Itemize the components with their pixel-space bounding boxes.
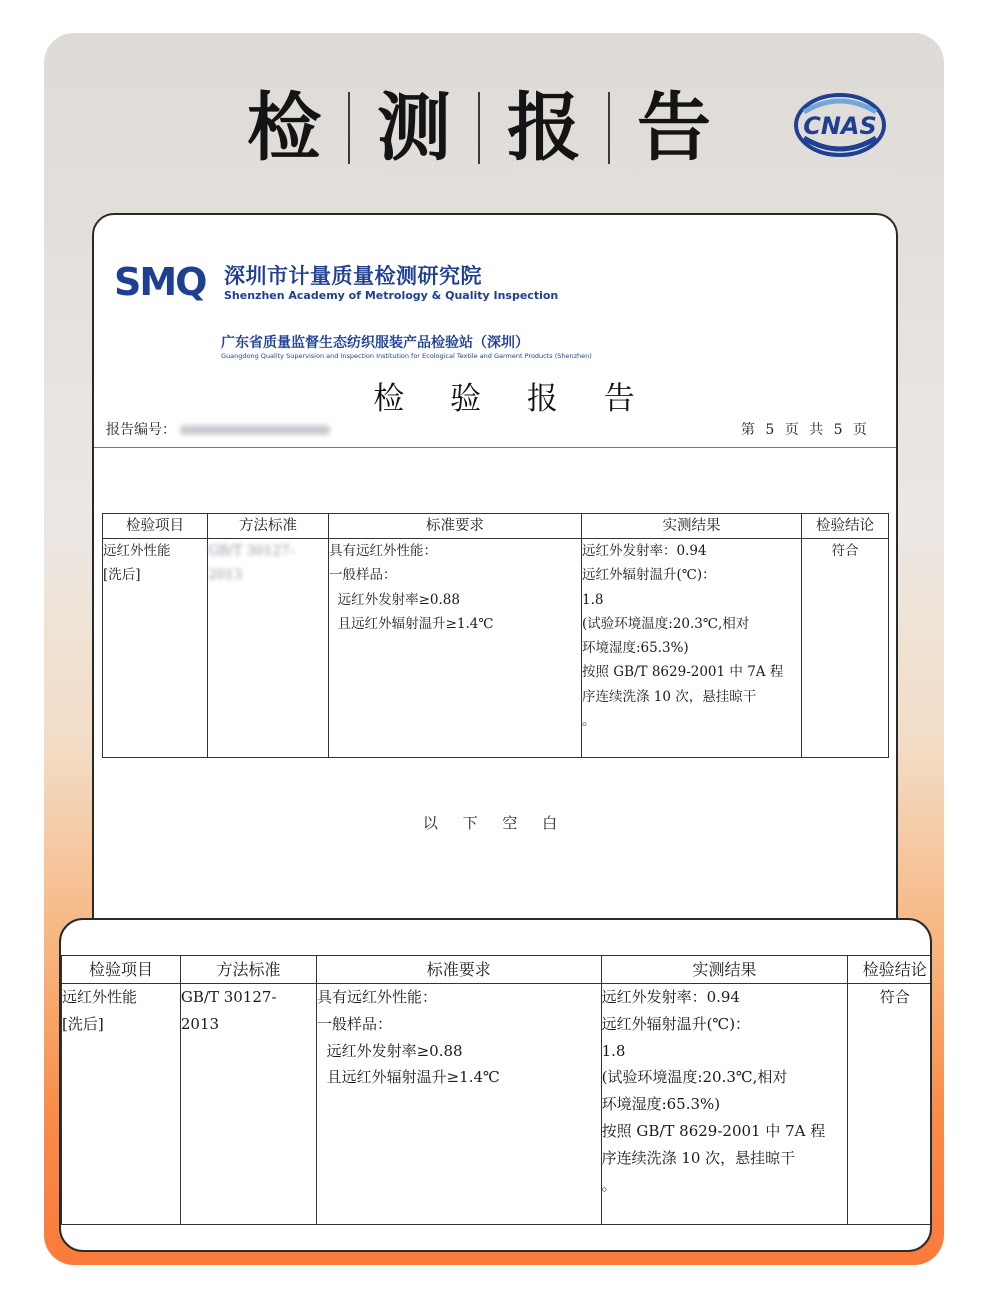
headline-char: 告 — [637, 85, 711, 171]
headline-char: 报 — [507, 85, 581, 171]
table-header: 检验结论 — [802, 514, 889, 539]
station-name-cn: 广东省质量监督生态纺织服装产品检验站（深圳） — [221, 335, 529, 351]
item-cell: 远红外性能 [洗后] — [103, 539, 208, 758]
report-document — [92, 213, 898, 977]
table-header: 实测结果 — [601, 956, 848, 984]
zoomed-result-table — [61, 955, 932, 1225]
result-cell: 远红外发射率：0.94 远红外辐射温升(℃)： 1.8 (试验环境温度:20.3℃,相对 环境湿度:65.3%) 按照 GB/T 8629-2001 中 7A 程 序连续洗涤 10 次，悬挂晾干 。 — [582, 539, 802, 758]
method-cell: GB/T 30127- 2013 — [180, 984, 316, 1225]
conclusion-cell: 符合 — [848, 984, 932, 1225]
blank-note: 以 下 空 白 — [422, 814, 568, 832]
result-table — [102, 513, 889, 758]
svg-text:SMQ: SMQ — [114, 260, 206, 303]
report-number-redacted — [180, 425, 330, 435]
cnas-text: CNAS — [803, 112, 877, 140]
report-title: 检 验 报 告 — [373, 381, 653, 417]
table-row — [103, 539, 889, 758]
requirement-cell: 具有远红外性能： 一般样品： 远红外发射率≥0.88 且远红外辐射温升≥1.4℃ — [317, 984, 602, 1225]
item-cell: 远红外性能 [洗后] — [62, 984, 181, 1225]
conclusion-cell: 符合 — [802, 539, 889, 758]
institute-name-cn: 深圳市计量质量检测研究院 — [224, 264, 482, 288]
smq-logo — [114, 259, 218, 303]
headline — [220, 85, 740, 171]
zoomed-table-panel — [59, 918, 932, 1252]
table-header: 标准要求 — [317, 956, 602, 984]
institute-name-en: Shenzhen Academy of Metrology & Quality Inspection — [224, 289, 559, 302]
headline-char: 检 — [247, 85, 321, 171]
station-name-en: Guangdong Quality Supervision and Inspection Institution for Ecological Textile and Garment Products (Shenzhen) — [221, 352, 592, 360]
headline-char: 测 — [377, 85, 451, 171]
table-row — [62, 984, 933, 1225]
table-header: 方法标准 — [180, 956, 316, 984]
result-cell: 远红外发射率：0.94 远红外辐射温升(℃)： 1.8 (试验环境温度:20.3℃,相对 环境湿度:65.3%) 按照 GB/T 8629-2001 中 7A 程 序连续洗涤 10 次，悬挂晾干 。 — [601, 984, 848, 1225]
divider — [94, 447, 896, 448]
table-header: 方法标准 — [208, 514, 329, 539]
page-info: 第 5 页 共 5 页 — [740, 422, 870, 438]
table-header: 检验结论 — [848, 956, 932, 984]
cnas-logo — [790, 90, 890, 160]
table-header-row — [103, 514, 889, 539]
table-header: 实测结果 — [582, 514, 802, 539]
table-header: 检验项目 — [62, 956, 181, 984]
table-header: 标准要求 — [329, 514, 582, 539]
table-header-row — [62, 956, 933, 984]
report-number-label: 报告编号： — [106, 422, 176, 438]
report-number — [106, 419, 330, 439]
requirement-cell: 具有远红外性能： 一般样品： 远红外发射率≥0.88 且远红外辐射温升≥1.4℃ — [329, 539, 582, 758]
method-cell: GB/T 30127- 2013 — [208, 539, 329, 758]
table-header: 检验项目 — [103, 514, 208, 539]
